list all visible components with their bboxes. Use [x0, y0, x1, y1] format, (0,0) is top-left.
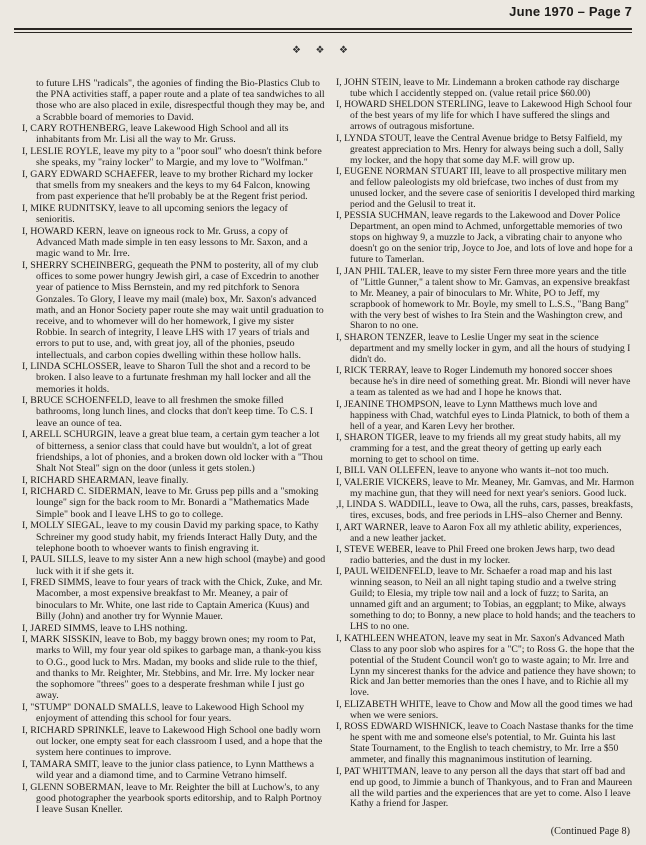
- will-entry: I, MIKE RUDNITSKY, leave to all upcoming seniors the legacy of senioritis.: [22, 203, 288, 226]
- will-entry: I, BRUCE SCHOENFELD, leave to all freshmen the smoke filled bathrooms, long lunch lines, and clocks that don't keep time. To C.S. I leave an ounce of tea.: [22, 395, 314, 429]
- will-entry: I, JOHN STEIN, leave to Mr. Lindemann a broken cathode ray discharge tube which I accidently stepped on. (value retail price $60.00): [336, 77, 620, 99]
- will-entry: I, JAN PHIL TALER, leave to my sister Fern three more years and the title of "Little Gunner," a talent show to Mr. Gamvas, an expensive breakfast to Mr. Meaney, a pair of binoculars to Mr. White, PO to Jeff, my scrapbook of homework to Mr. Boyle, my smell to L.S.S., "Bang Bang" with the very best of wishes to Ira Stein and the Washington crew, and Sharon to no one.: [336, 265, 630, 332]
- will-entry: I, EUGENE NORMAN STUART III, leave to all prospective military men and fellow paleologists my old briefcase, two inches of dust from my unused locker, and the severe case of senioritis I developed third marking period and the Gelusil to treat it.: [336, 166, 635, 210]
- will-entry: I, ARELL SCHURGIN, leave a great blue team, a certain gym teacher a lot of bitterness, a senior class that could have but wouldn't, a lot of great friendships, a lot of phonies, and a broken down old locker with a "Thou Shalt Not Steal" sign on the door (unless it gets stolen.): [22, 429, 323, 474]
- will-entry: I, RICHARD SPRINKLE, leave to Lakewood High School one badly worn out locker, one empty seat for each classroom I used, and a hope that the system here continues to improve.: [22, 724, 323, 759]
- ornament-divider: ❖ ❖ ❖: [292, 45, 354, 56]
- will-entry: I, ELIZABETH WHITE, leave to Chow and Mow all the good times we had when we were seniors.: [336, 698, 633, 721]
- will-entry: I, SHERRY SCHEINBERG, gequeath the PNM to posterity, all of my club offices to some power hungry Jewish girl, a case of Excedrin to another year of patience to Miss Bernstein, and my red pitchfork to Senora Gonzales. To Glory, I leave my mail (male) box, Mr. Saxon's advanced math, and an Honor Society paper route she may wait until graduation to receive, and to whomever will do her homework, I give my sister Robbie. In search of integrity, I leave LHS with 17 years of trials and errors to put to use, and, with great joy, all of the phonies, pseudo intellectuals, and carbon copies dwelling within these hollow halls.: [22, 260, 324, 361]
- header-rule: [14, 28, 632, 30]
- will-entry: I, KATHLEEN WHEATON, leave my seat in Mr. Saxon's Advanced Math Class to any poor slob who aspires for a "C"; to Ross G. the hope that the potential of the Student Council won't go to waste again; to Mr. Irre and Lynn my sincerest thanks for the advice and patience they have shown; to Rick and Jan better memories than the ones I have, and to Richie all my love.: [336, 632, 636, 699]
- will-entry: I, MOLLY SIEGAL, leave to my cousin David my parking space, to Kathy Schreiner my good study habit, my friends Interact Hally Duty, and the telephone booth to whoever wants to finish engraving it.: [22, 520, 319, 554]
- continued-note: (Continued Page 8): [550, 826, 630, 837]
- will-entry: I, HOWARD KERN, leave on igneous rock to Mr. Gruss, a copy of Advanced Math made simple in ten easy lessons to Mr. Saxon, and a magic wand to Mr. Irre.: [22, 225, 308, 260]
- left-column: [22, 78, 326, 816]
- will-entry: I, MARK SISSKIN, leave to Bob, my baggy brown ones; my room to Pat, marks to Will, my four year old spikes to garbage man, a thank-you kiss to O.G., good luck to Mrs. Madan, my books and slide rule to the thief, and thanks to Mr. Reighter, Mr. Stebbins, and Mr. Irre. My locker near the sophomore "threes" goes to a desperate freshman while I just go away.: [22, 634, 321, 702]
- header-rule-thin: [14, 32, 632, 33]
- will-entry: I, VALERIE VICKERS, leave to Mr. Meaney, Mr. Gamvas, and Mr. Harmon my machine gun, that they will need for next year's seniors. Good luck.: [336, 476, 635, 499]
- will-entry: I, ROSS EDWARD WISHNICK, leave to Coach Nastase thanks for the time he spent with me and someone else's potential, to Mr. Guinta his last State Tournament, to the English to teach chemistry, to Mr. Irre a $50 ammeter, and finally this magnanimous institution of learning.: [336, 721, 634, 766]
- will-entry: I, RICK TERRAY, leave to Roger Lindemuth my honored soccer shoes because he's in dire need of something great. Mr. Biondi will never have a team as talented as we had and I hope he knows that.: [336, 365, 631, 399]
- will-entry: I, RICHARD C. SIDERMAN, leave to Mr. Gruss pep pills and a "smoking lounge" sign for the back room to Mr. Bonardi a "Mathematics Made Simple" book and I leave LHS to go to college.: [22, 486, 319, 520]
- right-column: [336, 78, 636, 811]
- will-entry: I, BILL VAN OLLEFEN, leave to anyone who wants it–not too much.: [336, 465, 609, 477]
- will-entry: ,I, LINDA S. WADDILL, leave to Owa, all the ruhs, cars, passes, breakfasts, tires, excuses, bods, and free periods in LHS–also Cherner and Benny.: [336, 499, 634, 522]
- will-entry: I, PAUL WEIDENFELD, leave to Mr. Schaefer a road map and his last winning season, to Neil an all night taping studio and a twelve string Guild; to Elesia, my triple tow nail and a lock of fuzz; to Sarita, an unnamed gift and an argument; to Tobias, an eggplant; to Mike, always something to do; to Bonny, a new place to hold hands; and the teachers to LHS to no one.: [336, 566, 636, 633]
- will-entry: I, SHARON TENZER, leave to Leslie Unger my seat in the science department and my smelly locker in gym, and all the hours of studying I didn't do.: [336, 331, 631, 365]
- will-entry: I, PAT WHITTMAN, leave to any person all the days that start off bad and end up good, to Jimmie a bunch of Thankyous, and to Fran and Maureen all the wild parties and the experiences that are yet to come. Also I leave Kathy a friend for Jasper.: [336, 765, 633, 810]
- will-entry: I, "STUMP" DONALD SMALLS, leave to Lakewood High School my enjoyment of attending this school for four years.: [22, 701, 305, 724]
- will-entry: I, LYNDA STOUT, leave the Central Avenue bridge to Betsy Falfield, my greatest appreciation to Mrs. Henry for always being such a doll, Sally my locker, and the hopy that some day M.F. will grow up.: [336, 132, 624, 166]
- will-entry: I, LINDA SCHLOSSER, leave to Sharon Tull the shot and a record to be broken. I also leave to a furtunate freshman my hall locker and all the memories it holds.: [22, 361, 311, 395]
- will-entry: I, CARY ROTHENBERG, leave Lakewood High School and all its inhabitants from Mr. Lisi all the way to Mr. Gruss.: [22, 123, 289, 146]
- page-header: June 1970 – Page 7: [509, 4, 632, 19]
- will-entry: I, JEANINE THOMPSON, leave to Lynn Matthews much love and happiness with Chad, watchful eyes to Linda Platnick, to both of them a hell of a year, and Karen Levy her brother.: [336, 398, 630, 432]
- will-entry: I, PESSIA SUCHMAN, leave regards to the Lakewood and Dover Police Department, an open mind to Achmed, unforgettable memories of two stops on highway 9, a muzzle to Jack, a vibrating chair to anyone who doesn't go on the senior trip, Joyce to Joe, and lots of love and hope for a future to Tamerlan.: [336, 210, 633, 266]
- will-entry: I, SHARON TIGER, leave to my friends all my great study habits, all my cramming for a test, and the great theory of getting up early each morning to get to school on time.: [336, 432, 622, 465]
- will-entry: I, ART WARNER, leave to Aaron Fox all my athletic ability, experiences, and a new leather jacket.: [336, 521, 622, 544]
- will-entry: I, JARED SIMMS, leave to LHS nothing.: [22, 622, 188, 634]
- will-entry: to future LHS "radicals", the agonies of finding the Bio-Plastics Club to the PNA activities staff, a paper route and a plate of tea sandwiches to all those who are also placed in exile, disrespectful though they may be, and a Scrabble board of memories to David.: [36, 78, 325, 123]
- will-entry: I, TAMARA SMIT, leave to the junior class patience, to Lynn Matthews a wild year and a diamond time, and to Carmine Vetrano himself.: [22, 758, 315, 781]
- will-entry: I, GLENN SOBERMAN, leave to Mr. Reighter the bill at Luchow's, to any good photographer the yearbook sports editorship, and to Ralph Portnoy I leave Susan Kneller.: [22, 781, 322, 815]
- will-entry: I, PAUL SILLS, leave to my sister Ann a new high school (maybe) and good luck with it if she gets it.: [22, 554, 326, 577]
- will-entry: I, FRED SIMMS, leave to four years of track with the Chick, Zuke, and Mr. Macomber, a most expensive breakfast to Mr. Meaney, a pair of binoculars to Mr. White, one last ride to Captain America (Kuus) and Billy (John) and another try for Wynnie Mauer.: [22, 577, 323, 622]
- will-entry: I, HOWARD SHELDON STERLING, leave to Lakewood High School four of the best years of my life for which I have suffered the slings and arrows of outragous misfortune.: [336, 99, 632, 133]
- will-entry: I, LESLIE ROYLE, leave my pity to a "poor soul" who doesn't think before she speaks, my "rainy locker" to Margie, and my love to "Wolfman.": [22, 146, 322, 169]
- will-entry: I, RICHARD SHEARMAN, leave finally.: [22, 474, 189, 486]
- will-entry: I, GARY EDWARD SCHAEFER, leave to my brother Richard my locker that smells from my sneakers and the keys to my 64 Falcon, knowing from past experience that he'll probably be at the Regent frist period.: [22, 169, 313, 203]
- will-entry: I, STEVE WEBER, leave to Phil Freed one broken Jews harp, two dead radio batteries, and the dust in my locker.: [336, 544, 615, 566]
